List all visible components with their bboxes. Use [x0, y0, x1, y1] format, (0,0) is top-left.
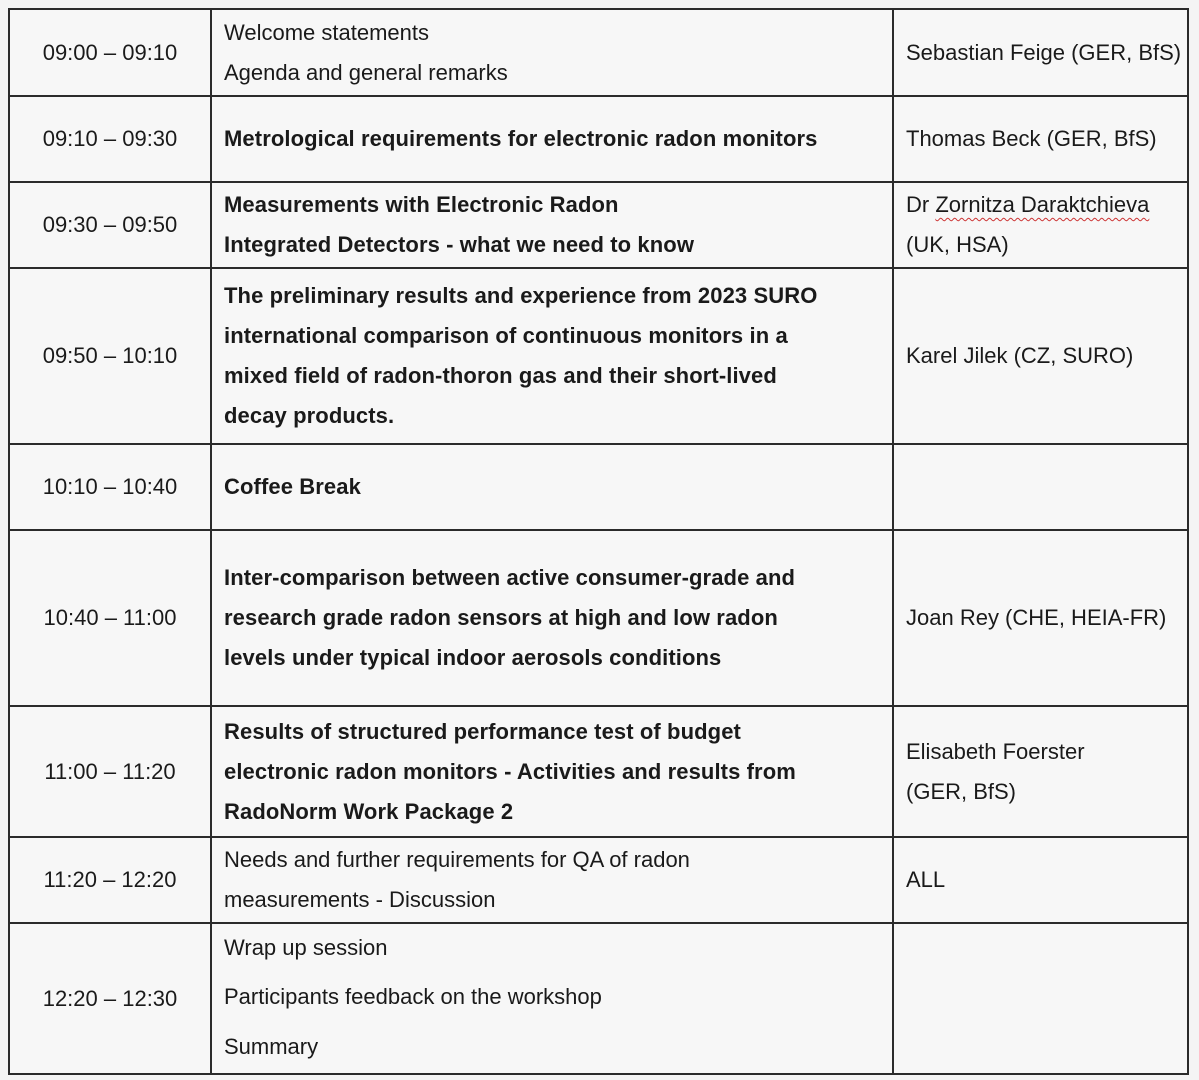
- topic-line: The preliminary results and experience from 2023 SURO: [224, 283, 818, 308]
- topic-cell: [211, 96, 893, 182]
- agenda-row: [9, 837, 1188, 923]
- time-cell: 09:50 – 10:10: [9, 268, 211, 444]
- speaker-line: Karel Jilek (CZ, SURO): [906, 343, 1134, 368]
- time-cell: 12:20 – 12:30: [9, 923, 211, 1074]
- topic-line: Inter-comparison between active consumer-grade and: [224, 565, 796, 590]
- topic-line: Summary: [224, 1034, 319, 1059]
- topic-line: Needs and further requirements for QA of radon: [224, 847, 690, 872]
- topic-cell: [211, 706, 893, 837]
- spellcheck-marked-name: Zornitza Daraktchieva: [935, 192, 1150, 217]
- agenda-row: [9, 530, 1188, 706]
- time-cell: 09:00 – 09:10: [9, 9, 211, 96]
- agenda-row: [9, 96, 1188, 182]
- topic-line: Measurements with Electronic Radon: [224, 192, 619, 217]
- agenda-table: [8, 8, 1189, 1075]
- speaker-line: ALL: [906, 867, 946, 892]
- topic-cell: [211, 923, 893, 1074]
- speaker-cell: [893, 837, 1188, 923]
- topic-cell: [211, 530, 893, 706]
- speaker-prefix: Dr: [906, 192, 936, 217]
- topic-cell: [211, 182, 893, 268]
- topic-line: Coffee Break: [224, 474, 361, 499]
- topic-line: Agenda and general remarks: [224, 59, 508, 85]
- speaker-cell: [893, 268, 1188, 444]
- speaker-cell: [893, 530, 1188, 706]
- topic-line: international comparison of continuous monitors in a: [224, 323, 788, 348]
- speaker-line: Joan Rey (CHE, HEIA-FR): [906, 605, 1167, 630]
- topic-line: Wrap up session: [224, 935, 388, 960]
- speaker-cell: [893, 923, 1188, 1074]
- time-cell: 11:00 – 11:20: [9, 706, 211, 837]
- topic-cell: [211, 444, 893, 530]
- speaker-line: [906, 185, 1181, 225]
- speaker-line: Elisabeth Foerster: [906, 738, 1085, 764]
- speaker-line: Thomas Beck (GER, BfS): [906, 126, 1157, 151]
- time-cell: 10:10 – 10:40: [9, 444, 211, 530]
- time-cell: 10:40 – 11:00: [9, 530, 211, 706]
- topic-cell: [211, 837, 893, 923]
- speaker-line: Sebastian Feige (GER, BfS): [906, 39, 1182, 65]
- topic-line: Integrated Detectors - what we need to know: [224, 232, 695, 257]
- agenda-row: [9, 9, 1188, 96]
- agenda-row: [9, 444, 1188, 530]
- topic-line: Results of structured performance test of budget: [224, 718, 741, 744]
- topic-line: research grade radon sensors at high and low radon: [224, 605, 778, 630]
- topic-cell: [211, 9, 893, 96]
- time-cell: 09:30 – 09:50: [9, 182, 211, 268]
- topic-line: levels under typical indoor aerosols conditions: [224, 645, 722, 670]
- speaker-line: (GER, BfS): [906, 778, 1017, 804]
- time-cell: 09:10 – 09:30: [9, 96, 211, 182]
- agenda-row: [9, 923, 1188, 1074]
- time-cell: 11:20 – 12:20: [9, 837, 211, 923]
- topic-line: Welcome statements: [224, 19, 430, 45]
- speaker-cell: [893, 9, 1188, 96]
- agenda-row: [9, 706, 1188, 837]
- topic-line: electronic radon monitors - Activities and results from: [224, 758, 796, 784]
- speaker-line: (UK, HSA): [906, 232, 1009, 257]
- agenda-row: [9, 268, 1188, 444]
- topic-line: Metrological requirements for electronic radon monitors: [224, 126, 818, 151]
- topic-cell: [211, 268, 893, 444]
- agenda-row: [9, 182, 1188, 268]
- speaker-cell: [893, 444, 1188, 530]
- speaker-cell: [893, 182, 1188, 268]
- topic-line: mixed field of radon-thoron gas and their short-lived: [224, 363, 777, 388]
- speaker-cell: [893, 706, 1188, 837]
- topic-line: Participants feedback on the workshop: [224, 984, 602, 1009]
- speaker-cell: [893, 96, 1188, 182]
- topic-line: measurements - Discussion: [224, 887, 496, 912]
- topic-line: RadoNorm Work Package 2: [224, 798, 514, 824]
- topic-line: decay products.: [224, 403, 395, 428]
